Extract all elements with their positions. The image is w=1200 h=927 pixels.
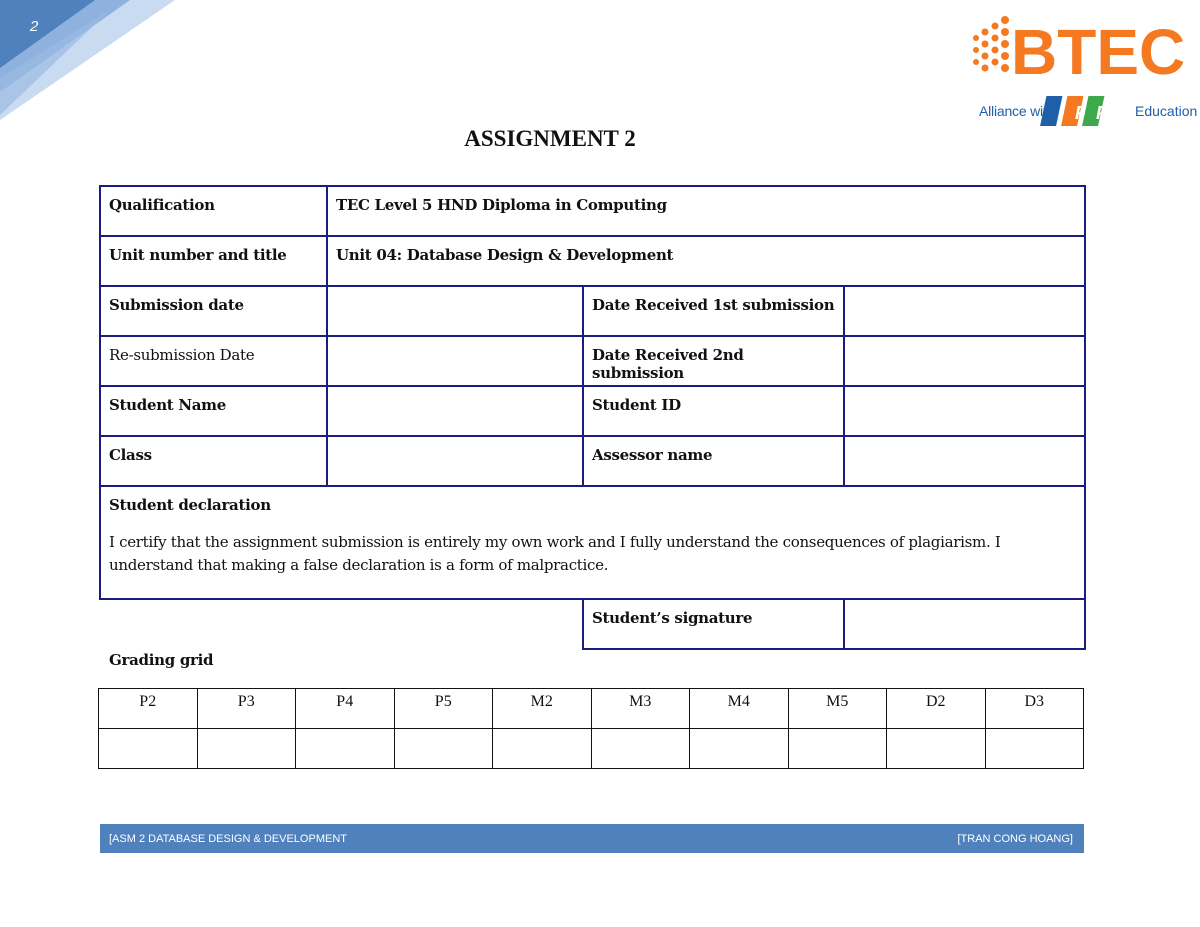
btec-wordmark: BTEC [1011, 16, 1186, 88]
student-name-field[interactable] [327, 386, 583, 436]
submission-date-label: Submission date [100, 286, 327, 336]
signature-label: Student’s signature [583, 599, 844, 649]
qualification-label: Qualification [100, 186, 327, 236]
grade-cell[interactable] [690, 729, 789, 769]
grading-grid [98, 688, 1084, 769]
fpt-letter-f: F [1075, 103, 1086, 123]
student-id-label: Student ID [583, 386, 844, 436]
grade-cell[interactable] [591, 729, 690, 769]
grading-value-row [99, 729, 1084, 769]
grade-header: P5 [394, 689, 493, 729]
fpt-letter-t: T [1117, 103, 1128, 123]
blank-cell [100, 599, 583, 649]
assessor-label: Assessor name [583, 436, 844, 486]
unit-value: Unit 04: Database Design & Development [327, 236, 1085, 286]
unit-label: Unit number and title [100, 236, 327, 286]
education-text: Education [1135, 103, 1198, 119]
assessor-field[interactable] [844, 436, 1085, 486]
declaration-title: Student declaration [109, 496, 271, 514]
grading-header-row [99, 689, 1084, 729]
grade-header: P3 [197, 689, 296, 729]
resubmission-date-label: Re-submission Date [100, 336, 327, 386]
student-declaration [100, 486, 1085, 599]
qualification-value: TEC Level 5 HND Diploma in Computing [327, 186, 1085, 236]
date-received-2-field[interactable] [844, 336, 1085, 386]
assignment-info-table [99, 185, 1086, 650]
grade-cell[interactable] [197, 729, 296, 769]
page-footer [100, 824, 1084, 853]
grade-header: P2 [99, 689, 198, 729]
fpt-letter-p: P [1096, 103, 1109, 123]
grade-header: M5 [788, 689, 887, 729]
footer-right-text: [TRAN CONG HOANG] [957, 833, 1073, 845]
grade-header: M2 [493, 689, 592, 729]
alliance-text: Alliance with [979, 103, 1055, 119]
grade-header: M3 [591, 689, 690, 729]
resubmission-date-field[interactable] [327, 336, 583, 386]
class-field[interactable] [327, 436, 583, 486]
dots-icon [973, 16, 1009, 72]
grade-header: D3 [985, 689, 1084, 729]
date-received-1-field[interactable] [844, 286, 1085, 336]
grade-cell[interactable] [493, 729, 592, 769]
grade-header: M4 [690, 689, 789, 729]
grade-header: D2 [887, 689, 986, 729]
grade-cell[interactable] [788, 729, 887, 769]
grade-cell[interactable] [887, 729, 986, 769]
student-id-field[interactable] [844, 386, 1085, 436]
grade-cell[interactable] [394, 729, 493, 769]
class-label: Class [100, 436, 327, 486]
grade-cell[interactable] [985, 729, 1084, 769]
student-name-label: Student Name [100, 386, 327, 436]
date-received-1-label: Date Received 1st submission [583, 286, 844, 336]
signature-field[interactable] [844, 599, 1085, 649]
footer-left-text: [ASM 2 DATABASE DESIGN & DEVELOPMENT [109, 833, 347, 845]
grade-cell[interactable] [99, 729, 198, 769]
grade-header: P4 [296, 689, 395, 729]
grade-cell[interactable] [296, 729, 395, 769]
page-number: 2 [30, 18, 39, 35]
document-title: ASSIGNMENT 2 [464, 126, 636, 151]
date-received-2-label: Date Received 2nd submission [583, 336, 844, 386]
submission-date-field[interactable] [327, 286, 583, 336]
declaration-text: I certify that the assignment submission is entirely my own work and I fully understand the consequences of plagiarism. I understand that making a false declaration is a form of malpractice. [109, 533, 1001, 574]
grading-grid-label: Grading grid [109, 651, 214, 669]
